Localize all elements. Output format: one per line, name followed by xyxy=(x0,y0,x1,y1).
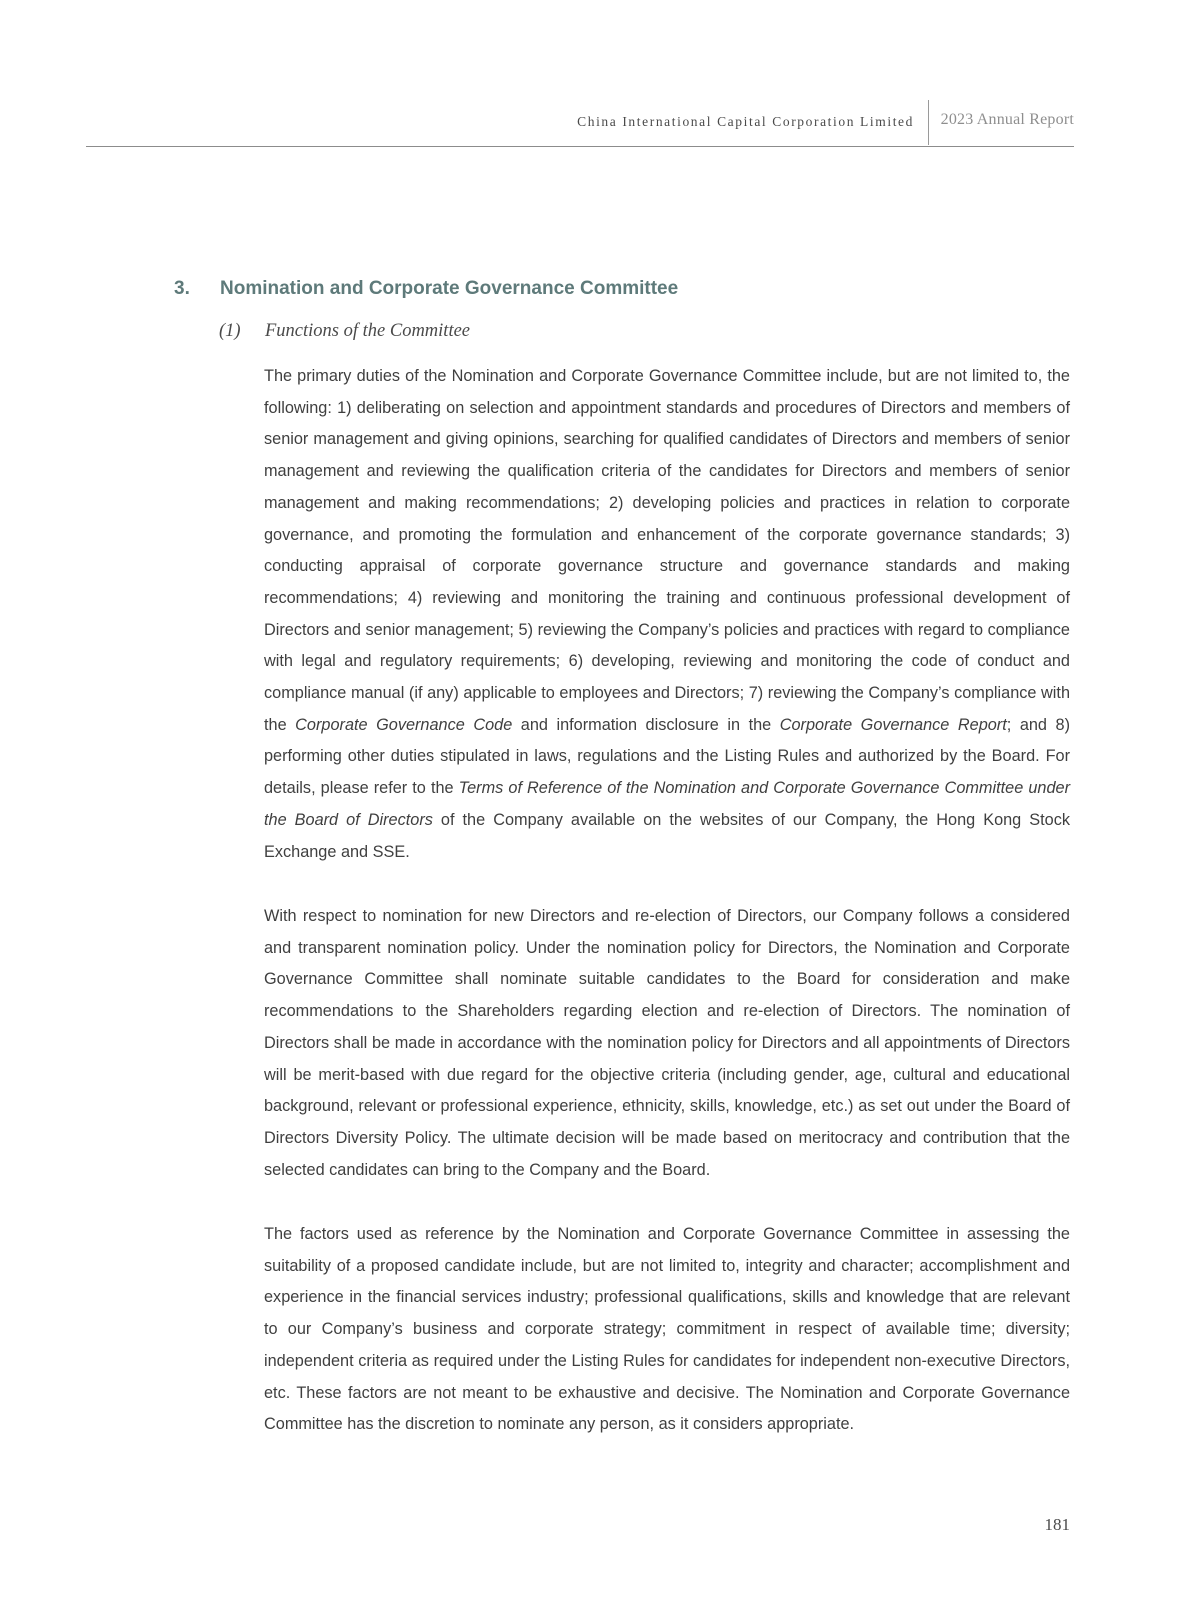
subsection-heading xyxy=(219,321,470,342)
paragraph1-text-1: The primary duties of the Nomination and Corporate Governance Committee include, but are not limited to, the following: 1) deliberating on selection and appointment standards and procedures of Directors and members of senior management and giving opinions, searching for qualified candidates of Directors and members of senior management and reviewing the qualification criteria of the candidates for Directors and members of senior management and making recommendations; 2) developing policies and practices in relation to corporate governance, and promoting the formulation and enhancement of the corporate governance standards; 3) conducting appraisal of corporate governance structure and governance standards and making recommendations; 4) reviewing and monitoring the training and continuous professional development of Directors and senior management; 5) reviewing the Company’s policies and practices with regard to compliance with legal and regulatory requirements; 6) developing, reviewing and monitoring the code of conduct and compliance manual (if any) applicable to employees and Directors; 7) reviewing the Company’s compliance with the xyxy=(264,367,1070,734)
paragraph1-italic-report: Corporate Governance Report xyxy=(779,715,1007,734)
header-divider xyxy=(928,100,929,145)
section-heading xyxy=(174,278,678,300)
paragraph1-text-3: ; and 8) performing other duties stipulated in laws, regulations and the Listing Rules and authorized by the Board. For details, please refer to the xyxy=(264,715,1070,798)
paragraph-assessment-factors: The factors used as reference by the Nomination and Corporate Governance Committee in assessing the suitability of a proposed candidate include, but are not limited to, integrity and character; accomplishment and experience in the financial services industry; professional qualifications, skills and knowledge that are relevant to our Company’s business and corporate strategy; commitment in respect of available time; diversity; independent criteria as required under the Listing Rules for candidates for independent non-executive Directors, etc. These factors are not meant to be exhaustive and decisive. The Nomination and Corporate Governance Committee has the discretion to nominate any person, as it considers appropriate. xyxy=(264,1225,1070,1434)
header-company-name: China International Capital Corporation Limited xyxy=(577,114,914,129)
subsection-title: Functions of the Committee xyxy=(265,321,471,341)
paragraph1-text-2: and information disclosure in the xyxy=(512,715,780,734)
paragraph1-italic-code: Corporate Governance Code xyxy=(295,715,513,734)
section-number: 3. xyxy=(174,278,190,299)
paragraph-nomination-policy: With respect to nomination for new Directors and re-election of Directors, our Company follows a considered and transparent nomination policy. Under the nomination policy for Directors, the Nomination and Corporate Governance Committee shall nominate suitable candidates to the Board for consideration and make recommendations to the Shareholders regarding election and re-election of Directors. The nomination of Directors shall be made in accordance with the nomination policy for Directors and all appointments of Directors will be merit-based with due regard for the objective criteria (including gender, age, cultural and educational background, relevant or professional experience, ethnicity, skills, knowledge, etc.) as set out under the Board of Directors Diversity Policy. The ultimate decision will be made based on meritocracy and contribution that the selected candidates can bring to the Company and the Board. xyxy=(264,907,1070,1179)
page-header xyxy=(86,98,1074,147)
section-title: Nomination and Corporate Governance Committee xyxy=(220,278,679,299)
paragraph-committee-duties xyxy=(264,361,1070,868)
header-report-title: 2023 Annual Report xyxy=(940,111,1074,128)
paragraph1-italic-terms: Terms of Reference of the Nomination and Corporate Governance Committee under the Board of Directors xyxy=(264,779,1070,829)
subsection-number: (1) xyxy=(219,321,241,341)
paragraph1-text-4: of the Company available on the websites of our Company, the Hong Kong Stock Exchange and SSE. xyxy=(264,810,1070,861)
page-number: 181 xyxy=(1044,1515,1070,1534)
